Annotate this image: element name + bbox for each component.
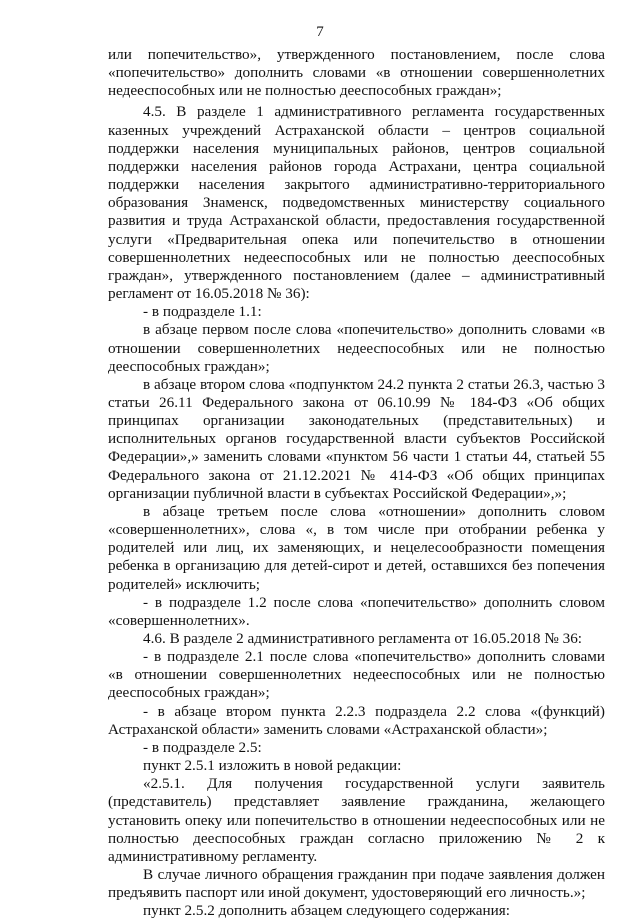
paragraph: в абзаце первом после слова «попечительство» дополнить словами «в отношении совершеннолетних недееспособных или не полностью дееспособных граждан»;	[108, 321, 605, 375]
paragraph: «2.5.1. Для получения государственной услуги заявитель (представитель) представляет заявление гражданина, желающего установить опеку или попечительство в отношении недееспособных или не полностью дееспособных граждан согласно приложению № 2 к административному регламенту.	[108, 775, 605, 865]
paragraph: - в подразделе 2.5:	[143, 738, 262, 756]
paragraph: - в подразделе 2.1 после слова «попечительство» дополнить словами «в отношении совершеннолетних недееспособных или не полностью дееспособных граждан»;	[108, 648, 605, 702]
paragraph: или попечительство», утвержденного постановлением, после слова «попечительство» дополнить словами «в отношении совершеннолетних недееспособных или не полностью дееспособных граждан»;	[108, 46, 605, 100]
document-body	[108, 46, 605, 921]
page-number: 7	[316, 24, 324, 40]
paragraph: - в абзаце втором пункта 2.2.3 подраздела 2.2 слова «(функций) Астраханской области» заменить словами «Астраханской области»;	[108, 702, 605, 738]
paragraph-4-6: 4.6. В разделе 2 административного регламента от 16.05.2018 № 36:	[143, 630, 583, 647]
paragraph-4-5: 4.5. В разделе 1 административного регламента государственных казенных учреждений Астраханской области – центров социальной поддержки населения муниципальных районов, центров социальной поддержки населения районов города Астрахани, центра социальной поддержки населения закрытого административно-территориального образования Знаменск, подведомственных министерству социального развития и труда Астраханской области, предоставления государственной услуги «Предварительная опека или попечительство в отношении совершеннолетних недееспособных или не полностью дееспособных граждан», утвержденного постановлением (далее – административный регламент от 16.05.2018 № 36):	[108, 103, 605, 303]
paragraph: В случае личного обращения гражданин при подаче заявления должен предъявить паспорт или иной документ, удостоверяющий его личность.»;	[108, 866, 605, 902]
paragraph: пункт 2.5.1 изложить в новой редакции:	[143, 757, 402, 775]
paragraph: - в подразделе 1.2 после слова «попечительство» дополнить словом «совершеннолетних».	[108, 593, 605, 629]
paragraph: в абзаце втором слова «подпунктом 24.2 пункта 2 статьи 26.3, частью 3 статьи 26.11 Федерального закона от 06.10.99 № 184-ФЗ «Об общих принципах организации законодательных (представительных) и исполнительных органов государственной власти субъектов Российской Федерации»,» заменить словами «пунктом 56 части 1 статьи 44, статьей 55 Федерального закона от 21.12.2021 № 414-ФЗ «Об общих принципах организации публичной власти в субъектах Российской Федерации»,»;	[108, 375, 605, 502]
paragraph: в абзаце третьем после слова «отношении» дополнить словом «совершеннолетних», слова «, в том числе при отобрании ребенка у родителей или лиц, их заменяющих, и нецелесообразности помещения ребенка в организацию для детей-сирот и детей, оставшихся без попечения родителей» исключить;	[108, 502, 605, 593]
paragraph: пункт 2.5.2 дополнить абзацем следующего содержания:	[143, 902, 511, 920]
paragraph: - в подразделе 1.1:	[143, 303, 262, 321]
